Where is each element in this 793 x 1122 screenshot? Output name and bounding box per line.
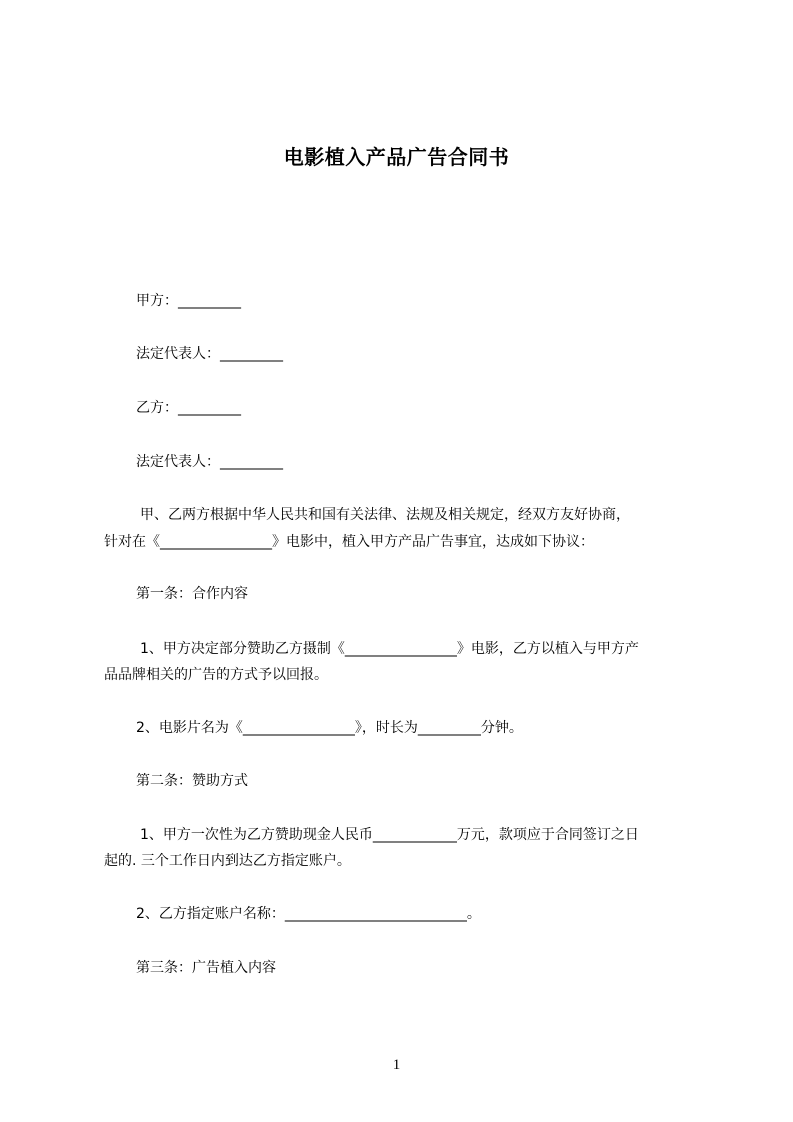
article-3-heading: 第三条：广告植入内容 (136, 960, 276, 976)
article-1-item-2: 2、电影片名为《________________》，时长为_________分钟。 (136, 720, 523, 736)
preamble-line-1: 甲、乙两方根据中华人民共和国有关法律、法规及相关规定，经双方友好协商， (140, 507, 630, 523)
article-2-item-1-line-1: 1、甲方一次性为乙方赞助现金人民币____________万元，款项应于合同签订之日 (140, 827, 639, 843)
party-b-representative-line: 法定代表人：_________ (136, 454, 283, 470)
article-1-item-1-line-2: 品品牌相关的广告的方式予以回报。 (104, 667, 328, 683)
preamble-line-2: 针对在《________________》电影中，植入甲方产品广告事宜，达成如下协议： (104, 534, 594, 550)
article-1-heading: 第一条：合作内容 (136, 586, 248, 602)
article-2-item-2: 2、乙方指定账户名称：__________________________。 (136, 906, 481, 922)
page-number: 1 (392, 1057, 401, 1073)
article-2-item-1-line-2: 起的. 三个工作日内到达乙方指定账户。 (104, 853, 351, 869)
article-1-item-1-line-1: 1、甲方决定部分赞助乙方摄制《________________》电影，乙方以植入与甲方产 (140, 641, 639, 657)
article-2-heading: 第二条：赞助方式 (136, 773, 248, 789)
party-b-line: 乙方：_________ (136, 400, 241, 416)
party-a-representative-line: 法定代表人：_________ (136, 346, 283, 362)
party-a-line: 甲方：_________ (136, 293, 241, 309)
page-title: 电影植入产品广告合同书 (283, 145, 510, 169)
